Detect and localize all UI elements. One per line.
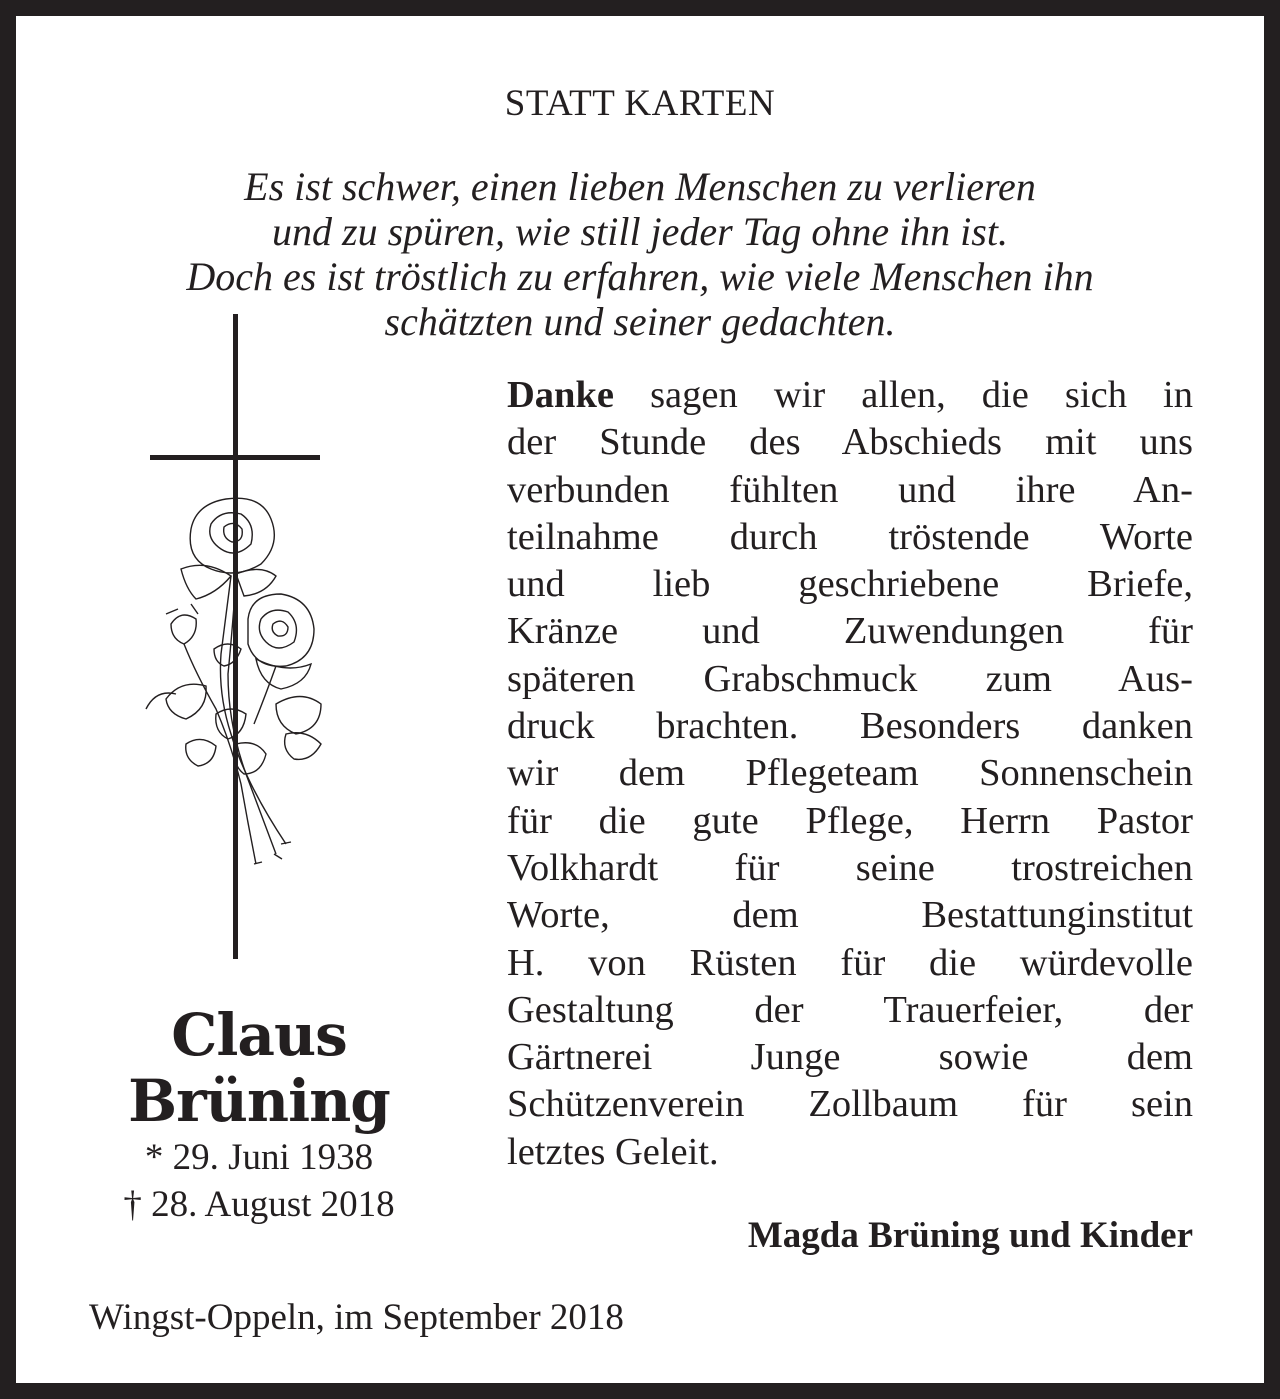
thanks-line: wir dem Pflegeteam Sonnenschein: [507, 752, 1193, 795]
thank-you-message: [507, 372, 1193, 1176]
thanks-line: letztes Geleit.: [507, 1130, 719, 1173]
deceased-first-name: Claus: [171, 1001, 347, 1069]
thanks-lead-word: Danke: [507, 374, 614, 416]
thanks-line-1: Danke sagen wir allen, die sich in: [507, 374, 1193, 416]
thanks-line: druck brachten. Besonders danken: [507, 705, 1193, 748]
quote-line: schätzten und seiner gedachten.: [384, 299, 896, 344]
thanks-line: H. von Rüsten für die würdevolle: [507, 941, 1193, 984]
death-date: † 28. August 2018: [123, 1184, 395, 1225]
thanks-line: Schützenverein Zollbaum für sein: [507, 1083, 1193, 1126]
quote-line: Doch es ist tröstlich zu erfahren, wie viele Menschen ihn: [186, 254, 1094, 299]
quote-line: und zu spüren, wie still jeder Tag ohne ihn ist.: [272, 209, 1008, 254]
thanks-line: der Stunde des Abschieds mit uns: [507, 421, 1193, 464]
thanks-line: Worte, dem Bestattunginstitut: [507, 894, 1193, 937]
thanks-line: und lieb geschriebene Briefe,: [507, 563, 1193, 606]
notice-header: STATT KARTEN: [504, 83, 776, 124]
thanks-line: Volkhardt für seine trostreichen: [507, 846, 1193, 889]
thanks-line: Gestaltung der Trauerfeier, der: [507, 988, 1193, 1031]
cross-with-roses-icon: [136, 314, 336, 964]
deceased-info: [76, 1002, 442, 1228]
quote-line: Es ist schwer, einen lieben Menschen zu verlieren: [244, 164, 1036, 209]
obituary-notice: [16, 16, 1264, 1383]
place-and-date: Wingst-Oppeln, im September 2018: [89, 1297, 624, 1338]
thanks-line: späteren Grabschmuck zum Aus-: [507, 657, 1193, 700]
thanks-line: teilnahme durch tröstende Worte: [507, 515, 1193, 558]
thanks-line: verbunden fühlten und ihre An-: [507, 468, 1193, 511]
deceased-last-name: Brüning: [128, 1067, 390, 1135]
signature: Magda Brüning und Kinder: [747, 1215, 1193, 1256]
thanks-line: Gärtnerei Junge sowie dem: [507, 1036, 1193, 1079]
birth-date: * 29. Juni 1938: [144, 1137, 374, 1178]
thanks-line: Kränze und Zuwendungen für: [507, 610, 1193, 653]
thanks-line: für die gute Pflege, Herrn Pastor: [507, 799, 1193, 842]
